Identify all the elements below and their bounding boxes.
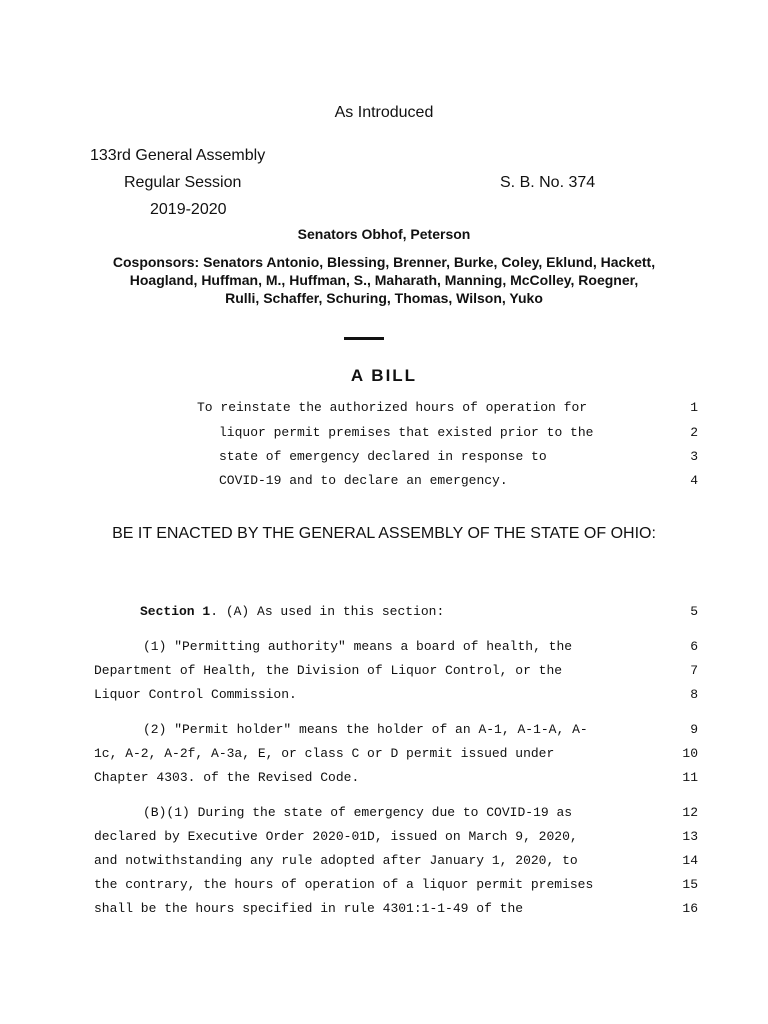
body-line: the contrary, the hours of operation of a liquor permit premises xyxy=(94,877,594,892)
body-line: Liquor Control Commission. xyxy=(94,687,297,702)
enacting-clause: BE IT ENACTED BY THE GENERAL ASSEMBLY OF THE STATE OF OHIO: xyxy=(112,525,656,542)
body-line: Chapter 4303. of the Revised Code. xyxy=(94,770,360,785)
body-line: Department of Health, the Division of Liquor Control, or the xyxy=(94,663,563,678)
body-line: (1) "Permitting authority" means a board of health, the xyxy=(143,639,573,654)
line-number: 8 xyxy=(690,687,698,702)
section-label: Section 1 xyxy=(140,604,211,619)
line-number: 1 xyxy=(690,400,698,415)
session-label: Regular Session xyxy=(124,174,242,191)
line-number: 4 xyxy=(690,473,698,488)
body-line: declared by Executive Order 2020-01D, issued on March 9, 2020, xyxy=(94,829,578,844)
body-line: (2) "Permit holder" means the holder of an A-1, A-1-A, A- xyxy=(143,722,588,737)
line-number: 14 xyxy=(682,853,698,868)
line-number: 9 xyxy=(690,722,698,737)
line-number: 16 xyxy=(682,901,698,916)
line-number: 10 xyxy=(682,746,698,761)
sponsors: Senators Obhof, Peterson xyxy=(297,226,471,242)
cosponsors-line-2: Hoagland, Huffman, M., Huffman, S., Maharath, Manning, McColley, Roegner, xyxy=(129,272,639,288)
session-years: 2019-2020 xyxy=(150,201,227,218)
title-line: liquor permit premises that existed prior to the xyxy=(219,425,594,440)
cosponsors-line-1: Cosponsors: Senators Antonio, Blessing, Brenner, Burke, Coley, Eklund, Hackett, xyxy=(112,254,656,270)
title-line: state of emergency declared in response to xyxy=(219,449,547,464)
body-line: and notwithstanding any rule adopted after January 1, 2020, to xyxy=(94,853,578,868)
line-number: 7 xyxy=(690,663,698,678)
body-line xyxy=(140,604,444,619)
body-line: shall be the hours specified in rule 4301:1-1-49 of the xyxy=(94,901,524,916)
body-line: (B)(1) During the state of emergency due to COVID-19 as xyxy=(143,805,573,820)
title-line: COVID-19 and to declare an emergency. xyxy=(219,473,508,488)
line-number: 15 xyxy=(682,877,698,892)
line-number: 13 xyxy=(682,829,698,844)
bill-heading: A BILL xyxy=(350,366,418,385)
assembly-label: 133rd General Assembly xyxy=(90,147,266,164)
line-number: 11 xyxy=(682,770,698,785)
line-number: 12 xyxy=(682,805,698,820)
line-number: 6 xyxy=(690,639,698,654)
line-number: 2 xyxy=(690,425,698,440)
body-line-text: . (A) As used in this section: xyxy=(210,604,445,619)
body-line: 1c, A-2, A-2f, A-3a, E, or class C or D permit issued under xyxy=(94,746,555,761)
bill-number: S. B. No. 374 xyxy=(500,174,596,191)
cosponsors-line-3: Rulli, Schaffer, Schuring, Thomas, Wilson, Yuko xyxy=(225,290,543,306)
header-divider xyxy=(344,337,384,340)
line-number: 3 xyxy=(690,449,698,464)
title-line: To reinstate the authorized hours of operation for xyxy=(197,400,588,415)
line-number: 5 xyxy=(690,604,698,619)
bill-status: As Introduced xyxy=(334,104,434,121)
